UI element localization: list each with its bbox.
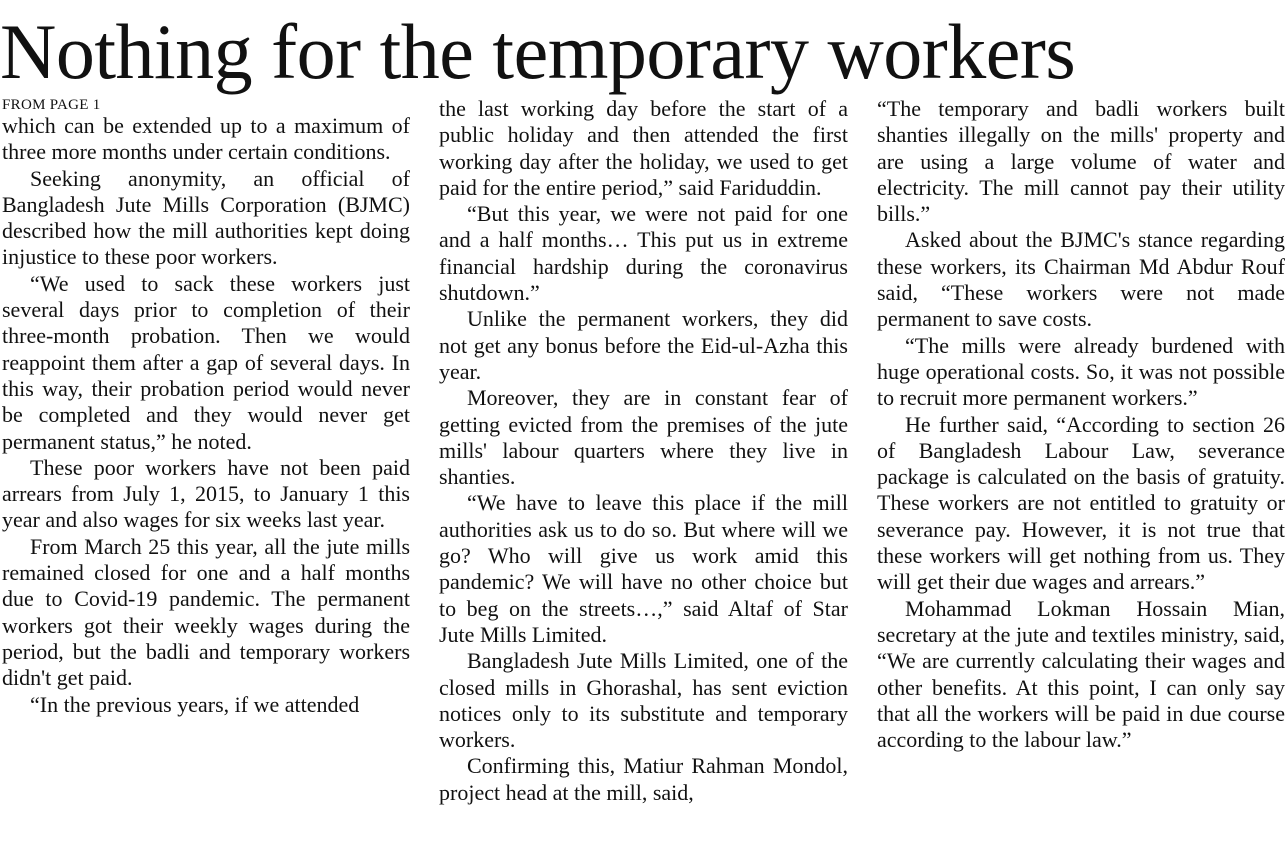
paragraph: Moreover, they are in constant fear of getting evicted from the premises of the jute mills' labour quarters where they live in shanties. [439, 385, 848, 490]
article-column-1 [2, 96, 410, 718]
paragraph: “We used to sack these workers just several days prior to completion of their three-month probation. Then we would reappoint them after a gap of several days. In this way, their probation period would never be completed and they would never get permanent status,” he noted. [2, 270, 410, 454]
paragraph: “The mills were already burdened with huge operational costs. So, it was not possible to recruit more permanent workers.” [877, 332, 1285, 411]
paragraph: “But this year, we were not paid for one and a half months… This put us in extreme financial hardship during the coronavirus shutdown.” [439, 201, 848, 306]
paragraph: These poor workers have not been paid arrears from July 1, 2015, to January 1 this year and also wages for six weeks last year. [2, 454, 410, 533]
article-column-3 [877, 96, 1285, 753]
paragraph: From March 25 this year, all the jute mills remained closed for one and a half months due to Covid-19 pandemic. The permanent workers got their weekly wages during the period, but the badli and temporary workers didn't get paid. [2, 533, 410, 691]
paragraph: He further said, “According to section 26 of Bangladesh Labour Law, severance package is calculated on the basis of gratuity. These workers are not entitled to gratuity or severance pay. However, it is not true that these workers will get nothing from us. They will get their due wages and arrears.” [877, 411, 1285, 595]
paragraph: Mohammad Lokman Hossain Mian, secretary at the jute and textiles ministry, said, “We are currently calculating their wages and other benefits. At this point, I can only say that all the workers will be paid in due course according to the labour law.” [877, 595, 1285, 753]
headline: Nothing for the temporary workers [0, 8, 1076, 95]
paragraph: Confirming this, Matiur Rahman Mondol, project head at the mill, said, [439, 753, 848, 805]
paragraph: “The temporary and badli workers built shanties illegally on the mills' property and are using a large volume of water and electricity. The mill cannot pay their utility bills.” [877, 96, 1285, 227]
paragraph: Seeking anonymity, an official of Bangladesh Jute Mills Corporation (BJMC) described how the mill authorities kept doing injustice to these poor workers. [2, 165, 410, 270]
continuation-kicker: FROM PAGE 1 [2, 97, 101, 113]
paragraph: “We have to leave this place if the mill authorities ask us to do so. But where will we go? Who will give us work amid this pandemic? We will have no other choice but to beg on the streets…,” said Altaf of Star Jute Mills Limited. [439, 490, 848, 647]
paragraph: “In the previous years, if we attended [30, 691, 360, 717]
paragraph: the last working day before the start of a public holiday and then attended the first working day after the holiday, we used to get paid for the entire period,” said Fariduddin. [439, 96, 848, 200]
paragraph: Unlike the permanent workers, they did not get any bonus before the Eid-ul-Azha this year. [439, 306, 848, 384]
paragraph: Bangladesh Jute Mills Limited, one of the closed mills in Ghorashal, has sent eviction notices only to its substitute and temporary workers. [439, 648, 848, 753]
article-column-2 [439, 96, 848, 806]
paragraph: which can be extended up to a maximum of three more months under certain conditions. [2, 113, 410, 165]
paragraph: Asked about the BJMC's stance regarding these workers, its Chairman Md Abdur Rouf said, “These workers were not made permanent to save costs. [877, 227, 1285, 332]
